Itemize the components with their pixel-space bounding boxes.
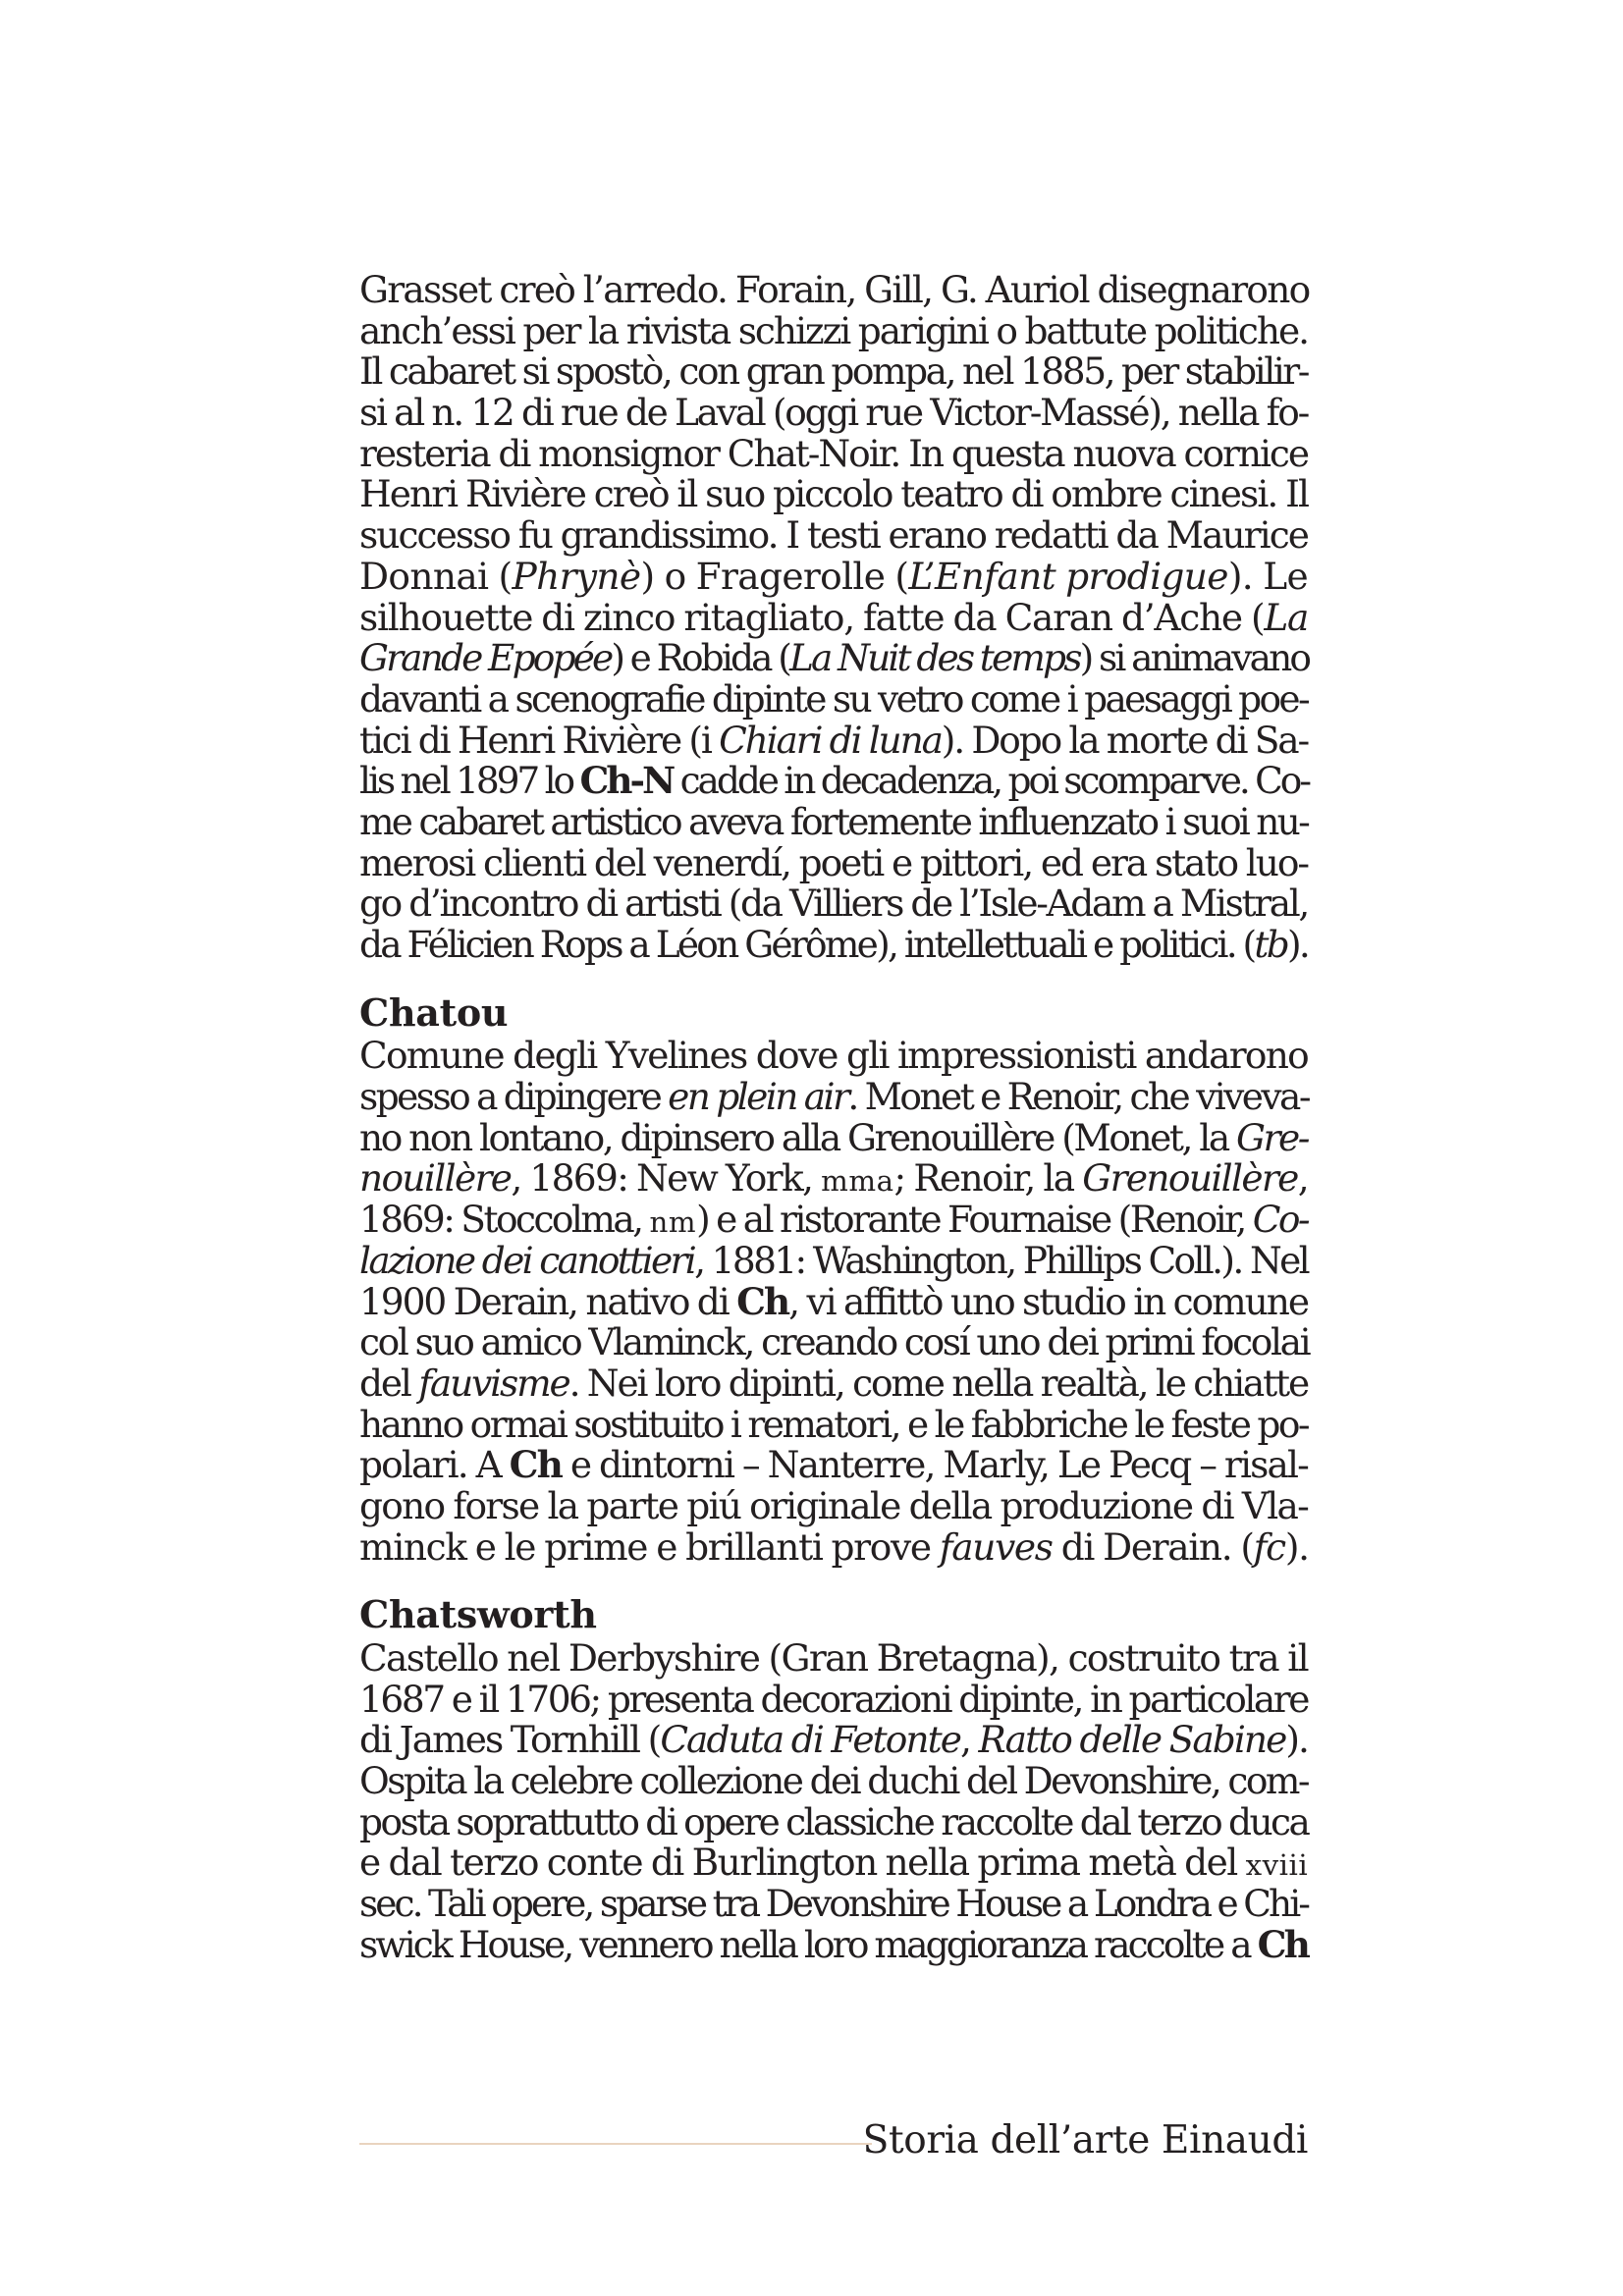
footer-publisher: Storia dell’arte Einaudi — [862, 2118, 1308, 2163]
text-line: hanno ormai sostituito i rematori, e le fabbriche le feste po- — [359, 1402, 1308, 1446]
text-line: spesso a dipingere en plein air. Monet e Renoir, che viveva- — [359, 1075, 1309, 1119]
text-line: di James Tornhill (Caduta di Fetonte, Ratto delle Sabine). — [359, 1718, 1308, 1762]
page-body — [359, 270, 1308, 1966]
entry-heading-chatou: Chatou — [359, 989, 509, 1035]
chat-noir-continuation-text — [359, 270, 1308, 966]
text-line: sec. Tali opere, sparse tra Devonshire House a Londra e Chi- — [359, 1882, 1308, 1926]
italic-title: Grenouillère — [1082, 1156, 1298, 1201]
italic-title: Co- — [1252, 1198, 1308, 1242]
italic-title: Phrynè — [512, 554, 641, 598]
text-line: 1869: Stoccolma, nm) e al ristorante Fournaise (Renoir, Co- — [359, 1198, 1308, 1242]
text-line: silhouette di zinco ritagliato, fatte da Caran d’Ache (La — [359, 595, 1309, 639]
italic-term: fauves — [939, 1524, 1053, 1569]
text-line: minck e le prime e brillanti prove fauves di Derain. (fc). — [359, 1524, 1309, 1569]
century-numeral: xviii — [1245, 1848, 1309, 1883]
text-line: Il cabaret si spostò, con gran pompa, nel 1885, per stabilir- — [359, 349, 1309, 394]
text-line: me cabaret artistico aveva fortemente influenzato i suoi nu- — [359, 799, 1308, 843]
text-line: successo fu grandissimo. I testi erano redatti da Maurice — [359, 513, 1308, 558]
text-line: nouillère, 1869: New York, mma; Renoir, la Grenouillère, — [359, 1156, 1309, 1201]
chatou-text — [359, 1036, 1308, 1568]
text-line: davanti a scenografie dipinte su vetro come i paesaggi poe- — [359, 676, 1308, 721]
text-line: col suo amico Vlaminck, creando cosí uno dei primi focolai — [359, 1320, 1310, 1364]
chatsworth-text — [359, 1638, 1308, 1966]
italic-title: La — [1264, 595, 1309, 639]
text-line: e dal terzo conte di Burlington nella prima metà del xviii — [359, 1841, 1309, 1885]
text-line: Grasset creò l’arredo. Forain, Gill, G. Auriol disegnarono — [359, 268, 1310, 311]
bold-abbreviation: Ch-N — [579, 759, 674, 803]
bold-abbreviation: Ch — [736, 1279, 789, 1323]
italic-term: fauvisme — [418, 1361, 569, 1405]
italic-title: Gre- — [1236, 1115, 1308, 1159]
text-line: lazione dei canottieri, 1881: Washington, Phillips Coll.). Nel — [359, 1238, 1308, 1282]
entry-heading-chatsworth: Chatsworth — [359, 1592, 597, 1637]
text-line: Henri Rivière creò il suo piccolo teatro di ombre cinesi. Il — [359, 472, 1308, 516]
text-line: da Félicien Rops a Léon Gérôme), intellettuali e politici. (tb). — [359, 923, 1309, 966]
italic-title: La Nuit des temps — [789, 636, 1080, 680]
footer-rule — [359, 2143, 872, 2145]
text-line: Ospita la celebre collezione dei duchi del Devonshire, com- — [359, 1759, 1308, 1803]
text-line: 1900 Derain, nativo di Ch, vi affittò uno studio in comune — [359, 1279, 1308, 1323]
text-line: Donnai (Phrynè) o Fragerolle (L’Enfant prodigue). Le — [359, 554, 1308, 598]
text-line: lis nel 1897 lo Ch-N cadde in decadenza, poi scomparve. Co- — [359, 759, 1309, 803]
italic-term: en plein air — [668, 1075, 848, 1119]
text-line: Grande Epopée) e Robida (La Nuit des temps) si animavano — [359, 636, 1310, 680]
text-line: no non lontano, dipinsero alla Grenouillère (Monet, la Gre- — [359, 1115, 1308, 1159]
text-line: del fauvisme. Nei loro dipinti, come nella realtà, le chiatte — [359, 1361, 1309, 1405]
italic-title: Ratto delle Sabine — [978, 1718, 1286, 1762]
italic-title: Grande Epopée — [359, 636, 612, 680]
italic-title: Caduta di Fetonte — [660, 1718, 960, 1762]
italic-title: nouillère — [359, 1156, 512, 1201]
author-initials: tb — [1254, 923, 1287, 966]
italic-title: lazione dei canottieri — [359, 1238, 695, 1282]
text-line: Comune degli Yvelines dove gli impressionisti andarono — [359, 1034, 1308, 1078]
text-line: anch’essi per la rivista schizzi parigini o battute politiche. — [359, 308, 1308, 352]
italic-title: L’Enfant prodigue — [908, 554, 1228, 598]
text-line: tici di Henri Rivière (i Chiari di luna). Dopo la morte di Sa- — [359, 718, 1308, 762]
museum-abbreviation: mma — [821, 1164, 894, 1199]
italic-title: Chiari di luna — [719, 718, 942, 762]
bold-abbreviation: Ch — [509, 1443, 563, 1487]
text-line: go d’incontro di artisti (da Villiers de l’Isle-Adam a Mistral, — [359, 881, 1308, 926]
text-line: swick House, vennero nella loro maggioranza raccolte a Ch — [359, 1922, 1308, 1966]
museum-abbreviation: nm — [649, 1205, 697, 1240]
author-initials: fc — [1253, 1524, 1285, 1569]
text-line: si al n. 12 di rue de Laval (oggi rue Victor-Massé), nella fo- — [359, 391, 1308, 435]
text-line: polari. A Ch e dintorni – Nanterre, Marly, Le Pecq – risal- — [359, 1443, 1308, 1487]
text-line: 1687 e il 1706; presenta decorazioni dipinte, in particolare — [359, 1677, 1308, 1721]
text-line: resteria di monsignor Chat-Noir. In questa nuova cornice — [359, 431, 1308, 475]
text-line: gono forse la parte piú originale della produzione di Vla- — [359, 1483, 1308, 1527]
text-line: posta soprattutto di opere classiche raccolte dal terzo duca — [359, 1799, 1309, 1843]
text-line: Castello nel Derbyshire (Gran Bretagna), costruito tra il — [359, 1636, 1308, 1681]
bold-abbreviation: Ch — [1257, 1922, 1308, 1966]
text-line: merosi clienti del venerdí, poeti e pittori, ed era stato luo- — [359, 840, 1308, 884]
